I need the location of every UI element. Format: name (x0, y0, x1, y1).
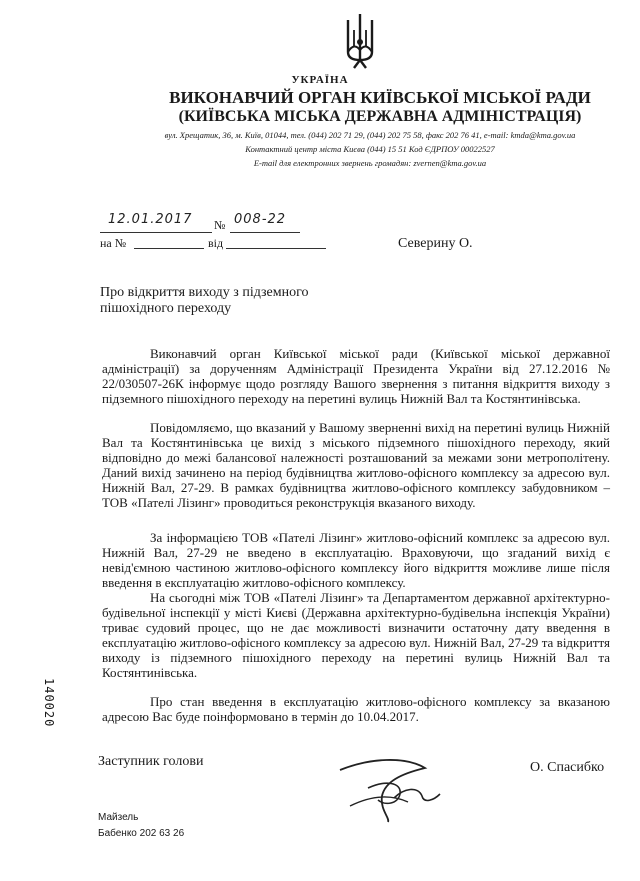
coat-of-arms-icon (340, 12, 380, 72)
org-title-line2: (КИЇВСЬКА МІСЬКА ДЕРЖАВНА АДМІНІСТРАЦІЯ) (178, 108, 582, 125)
paragraph-2: Повідомляємо, що вказаний у Вашому зверненні вихід на перетині вулиць Нижній Вал та Костянтинівська це вихід з міського підземного пішохідного переходу, який відповідно до межі балансової належності розташований за межами зони метрополітену. Даний вихід зачинено на період будівництва житлово-офісного комплексу за адресою вул. Нижній Вал, 27-29. В рамках будівництва житлово-офісного комплексу забудовником – ТОВ «Пателі Лізинг» проводиться реконструкція вказаного виходу. (102, 420, 610, 510)
ref-date-line (226, 234, 326, 249)
country-title: УКРАЇНА (291, 74, 349, 86)
handwritten-number: 008-22 (234, 212, 287, 227)
paragraph-1: Виконавчий орган Київської міської ради (Київської міської державної адміністрації) за дорученням Адміністрації Президента України від 27.12.2016 № 22/030507-26К інформує щодо розгляду Вашого звернення з питання відкриття виходу з підземного пішохідного переходу на перетині вулиць Нижній Вал та Костянтинівська. (102, 346, 610, 406)
from-label: від (208, 236, 224, 250)
registration-stamp (42, 678, 56, 748)
subject-line2: пішохідного переходу (100, 301, 232, 316)
signer-position: Заступник голови (98, 754, 204, 769)
ref-label: на № (100, 236, 127, 250)
contact-address: вул. Хрещатик, 36, м. Київ, 01044, тел. (044) 202 71 29, (044) 202 75 58, факс 202 76 41, e-mail: kmda@kma.gov.ua (164, 130, 576, 140)
executor-name: Майзель (98, 812, 139, 823)
handwritten-signature (330, 748, 460, 828)
date-field (100, 214, 212, 233)
executor-phone: Бабенко 202 63 26 (98, 828, 185, 839)
number-label: № (214, 218, 226, 232)
signer-name: О. Спасибко (530, 760, 605, 775)
subject (100, 285, 309, 317)
addressee: Северину О. (398, 236, 473, 251)
org-title-line1: ВИКОНАВЧИЙ ОРГАН КИЇВСЬКОЇ МІСЬКОЇ РАДИ (169, 88, 591, 107)
contact-center: Контактний центр міста Києва (044) 15 51 Код ЄДРПОУ 00022527 (245, 144, 495, 154)
paragraph-5: Про стан введення в експлуатацію житлово-офісного комплексу за вказаною адресою Вас буде поінформовано в термін до 10.04.2017. (102, 694, 610, 724)
ref-number-line (134, 234, 204, 249)
subject-line1: Про відкриття виходу з підземного (100, 285, 309, 300)
contact-email: E-mail для електронних звернень громадян: zvernen@kma.gov.ua (253, 158, 487, 168)
paragraph-3: За інформацією ТОВ «Пателі Лізинг» житлово-офісний комплекс за адресою вул. Нижній Вал, 27-29 не введено в експлуатацію. Враховуючи, що згаданий вихід є невід'ємною частиною житлово-офісного комплексу його відкриття можливе лише після введення в експлуатацію житлово-офісного комплексу. (102, 530, 610, 590)
handwritten-date: 12.01.2017 (108, 212, 193, 227)
stamp-number: 140020 (42, 678, 56, 728)
number-field (230, 214, 300, 233)
paragraph-4: На сьогодні між ТОВ «Пателі Лізинг» та Департаментом державної архітектурно-будівельної інспекції у місті Києві (Державна архітектурно-будівельна інспекція України) триває судовий процес, що не дає можливості визначити остаточну дату введення в експлуатацію житлово-офісного комплексу за адресою вул. Нижній Вал, 27-29 та відкриття виходу із підземного пішохідного переходу на перетині вулиць Нижній Вал та Костянтинівська. (102, 590, 610, 680)
